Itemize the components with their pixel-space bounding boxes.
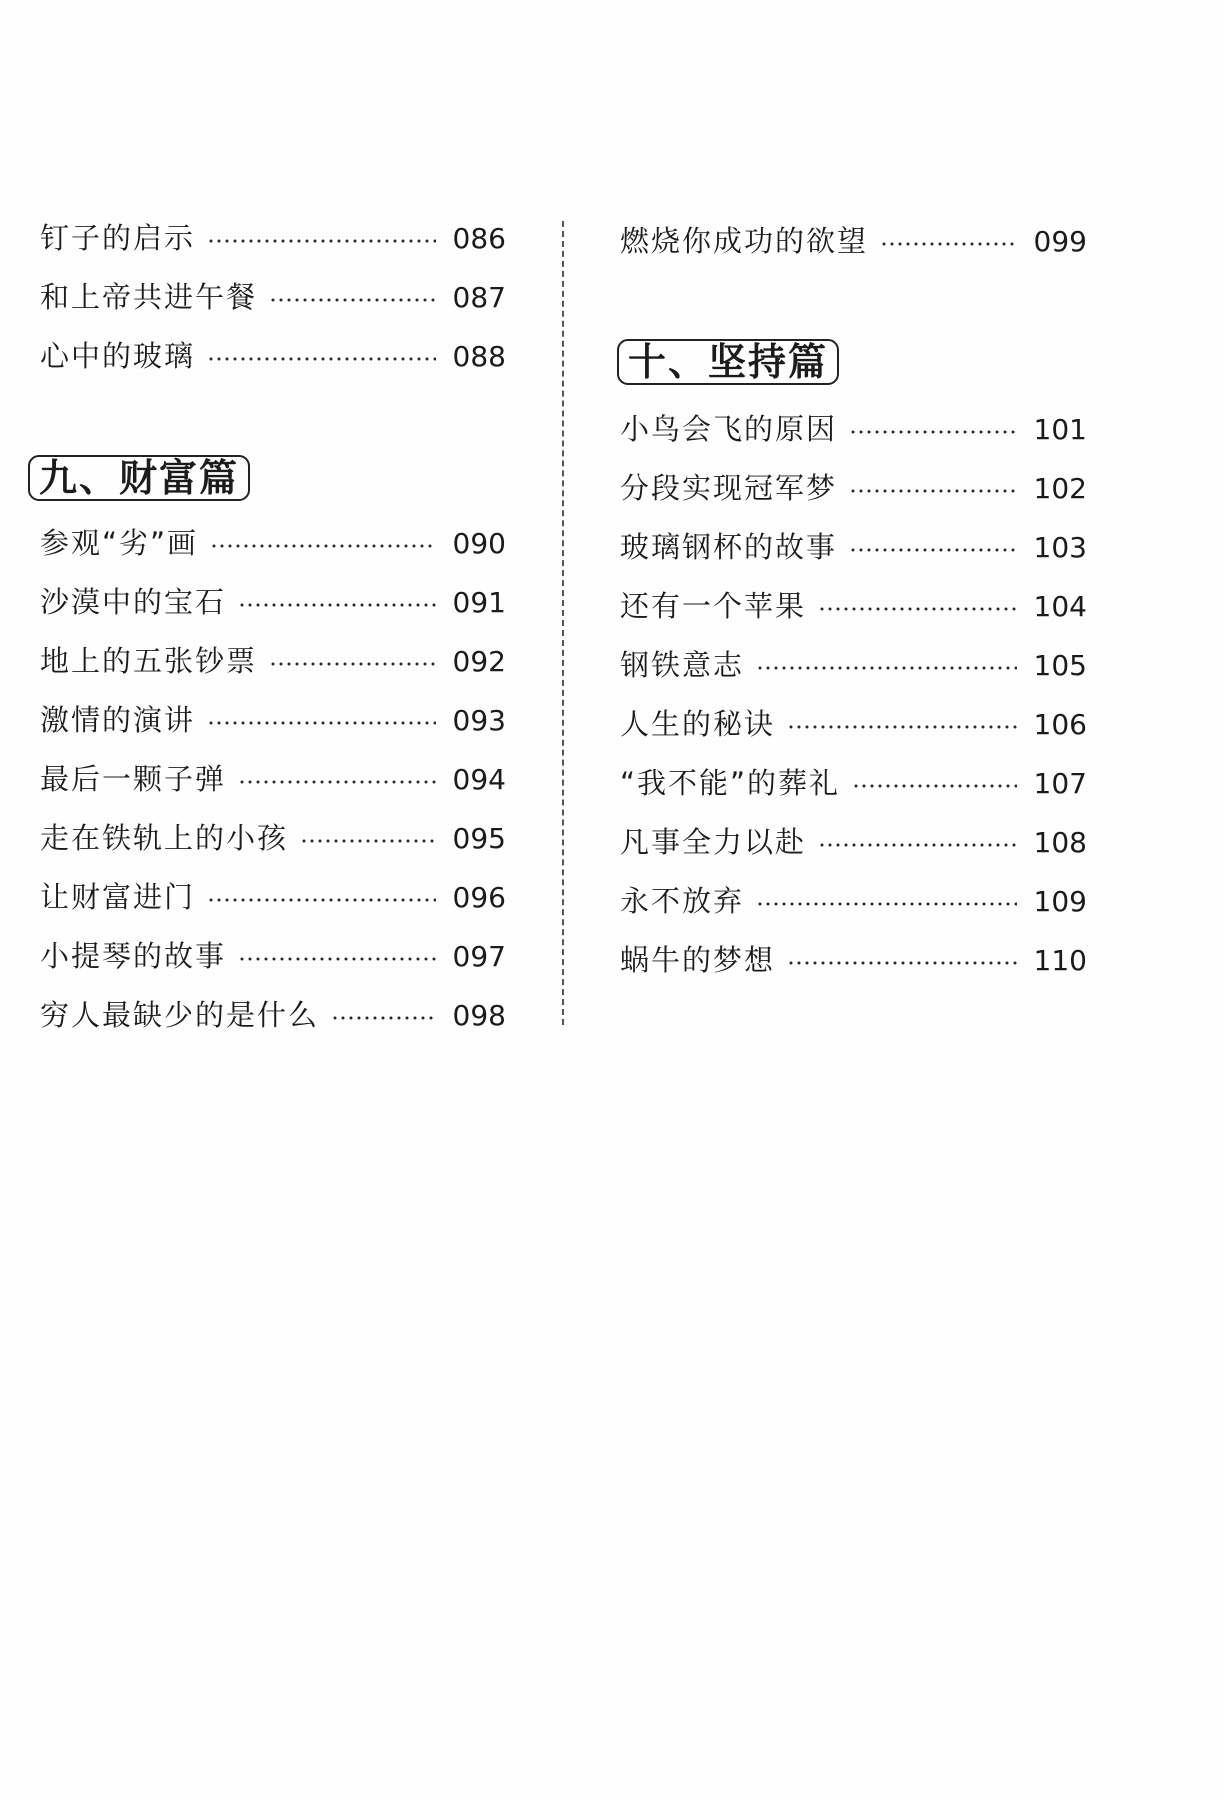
toc-entry-page: 092: [452, 644, 506, 678]
toc-entry: [620, 813, 1087, 872]
toc-entry: [40, 268, 506, 327]
toc-entry-page: 091: [452, 585, 506, 619]
toc-entry: [620, 400, 1087, 459]
toc-entry: [40, 750, 506, 809]
toc-entry-title: 小鸟会飞的原因: [620, 412, 838, 446]
toc-entry: [620, 754, 1087, 813]
toc-entry-page: 086: [452, 221, 506, 255]
toc-entry-page: 088: [452, 339, 506, 373]
toc-entry: [40, 809, 506, 868]
section-heading-wrap: [617, 339, 1087, 385]
dot-leader: [880, 241, 1017, 247]
toc-entry-page: 103: [1033, 530, 1087, 564]
toc-entry-title: 走在铁轨上的小孩: [40, 821, 289, 855]
toc-entry-title: 分段实现冠军梦: [620, 471, 838, 505]
dot-leader: [207, 897, 436, 903]
toc-right-column: [620, 212, 1087, 990]
dot-leader: [207, 238, 436, 244]
dot-leader: [269, 661, 436, 667]
toc-entry: [40, 927, 506, 986]
toc-entry-title: 穷人最缺少的是什么: [40, 998, 320, 1032]
toc-entry-page: 098: [452, 998, 506, 1032]
dot-leader: [787, 960, 1017, 966]
dot-leader: [849, 429, 1017, 435]
toc-entry: [40, 514, 506, 573]
toc-entry-page: 109: [1033, 884, 1087, 918]
toc-entry-page: 095: [452, 821, 506, 855]
dot-leader: [238, 779, 436, 785]
toc-entry: [620, 931, 1087, 990]
toc-entry: [620, 695, 1087, 754]
toc-entry-page: 094: [452, 762, 506, 796]
toc-entry-title: 人生的秘诀: [620, 707, 776, 741]
toc-entry-page: 090: [452, 526, 506, 560]
toc-entry-page: 110: [1033, 943, 1087, 977]
toc-entry: [40, 691, 506, 750]
toc-entry-title: 心中的玻璃: [40, 339, 196, 373]
toc-entry: [620, 636, 1087, 695]
toc-entry-title: “我不能”的葬礼: [620, 766, 841, 800]
dot-leader: [849, 488, 1017, 494]
section-heading: 九、财富篇: [28, 455, 250, 501]
toc-entry-title: 钢铁意志: [620, 648, 745, 682]
toc-entry: [620, 872, 1087, 931]
toc-entry-page: 107: [1033, 766, 1087, 800]
toc-entry-page: 106: [1033, 707, 1087, 741]
toc-entry-page: 104: [1033, 589, 1087, 623]
section-heading: 十、坚持篇: [617, 339, 839, 385]
dot-leader: [238, 956, 436, 962]
toc-entry: [40, 327, 506, 386]
toc-entry: [40, 209, 506, 268]
toc-entry: [40, 986, 506, 1045]
toc-entry-title: 永不放弃: [620, 884, 745, 918]
dot-leader: [210, 543, 436, 549]
toc-entry-page: 093: [452, 703, 506, 737]
dot-leader: [756, 901, 1017, 907]
toc-entry-page: 101: [1033, 412, 1087, 446]
toc-entry-title: 地上的五张钞票: [40, 644, 258, 678]
toc-entry-page: 099: [1033, 224, 1087, 258]
dot-leader: [756, 665, 1017, 671]
toc-entry-page: 087: [452, 280, 506, 314]
toc-entry-page: 097: [452, 939, 506, 973]
toc-entry-title: 燃烧你成功的欲望: [620, 224, 869, 258]
dot-leader: [787, 724, 1017, 730]
toc-entry-title: 激情的演讲: [40, 703, 196, 737]
toc-entry: [620, 577, 1087, 636]
dot-leader: [269, 297, 436, 303]
toc-left-column: [40, 209, 506, 1045]
toc-entry-title: 蜗牛的梦想: [620, 943, 776, 977]
toc-entry: [620, 518, 1087, 577]
toc-entry: [40, 573, 506, 632]
toc-entry-title: 最后一颗子弹: [40, 762, 227, 796]
toc-entry-title: 参观“劣”画: [40, 526, 199, 560]
toc-entry-title: 还有一个苹果: [620, 589, 807, 623]
toc-entry: [40, 632, 506, 691]
toc-entry: [620, 459, 1087, 518]
dot-leader: [849, 547, 1017, 553]
toc-entry-title: 和上帝共进午餐: [40, 280, 258, 314]
dot-leader: [300, 838, 436, 844]
dot-leader: [818, 606, 1017, 612]
toc-entry: [620, 212, 1087, 271]
section-heading-wrap: [28, 455, 506, 501]
toc-entry-title: 小提琴的故事: [40, 939, 227, 973]
toc-entry-page: 096: [452, 880, 506, 914]
toc-entry-title: 凡事全力以赴: [620, 825, 807, 859]
toc-entry-title: 沙漠中的宝石: [40, 585, 227, 619]
toc-entry-title: 玻璃钢杯的故事: [620, 530, 838, 564]
dot-leader: [207, 356, 436, 362]
column-divider: [562, 221, 564, 1025]
dot-leader: [207, 720, 436, 726]
toc-entry-title: 钉子的启示: [40, 221, 196, 255]
dot-leader: [331, 1015, 436, 1021]
dot-leader: [852, 783, 1017, 789]
dot-leader: [238, 602, 436, 608]
toc-entry: [40, 868, 506, 927]
toc-entry-page: 108: [1033, 825, 1087, 859]
toc-entry-title: 让财富进门: [40, 880, 196, 914]
toc-entry-page: 102: [1033, 471, 1087, 505]
dot-leader: [818, 842, 1017, 848]
toc-entry-page: 105: [1033, 648, 1087, 682]
